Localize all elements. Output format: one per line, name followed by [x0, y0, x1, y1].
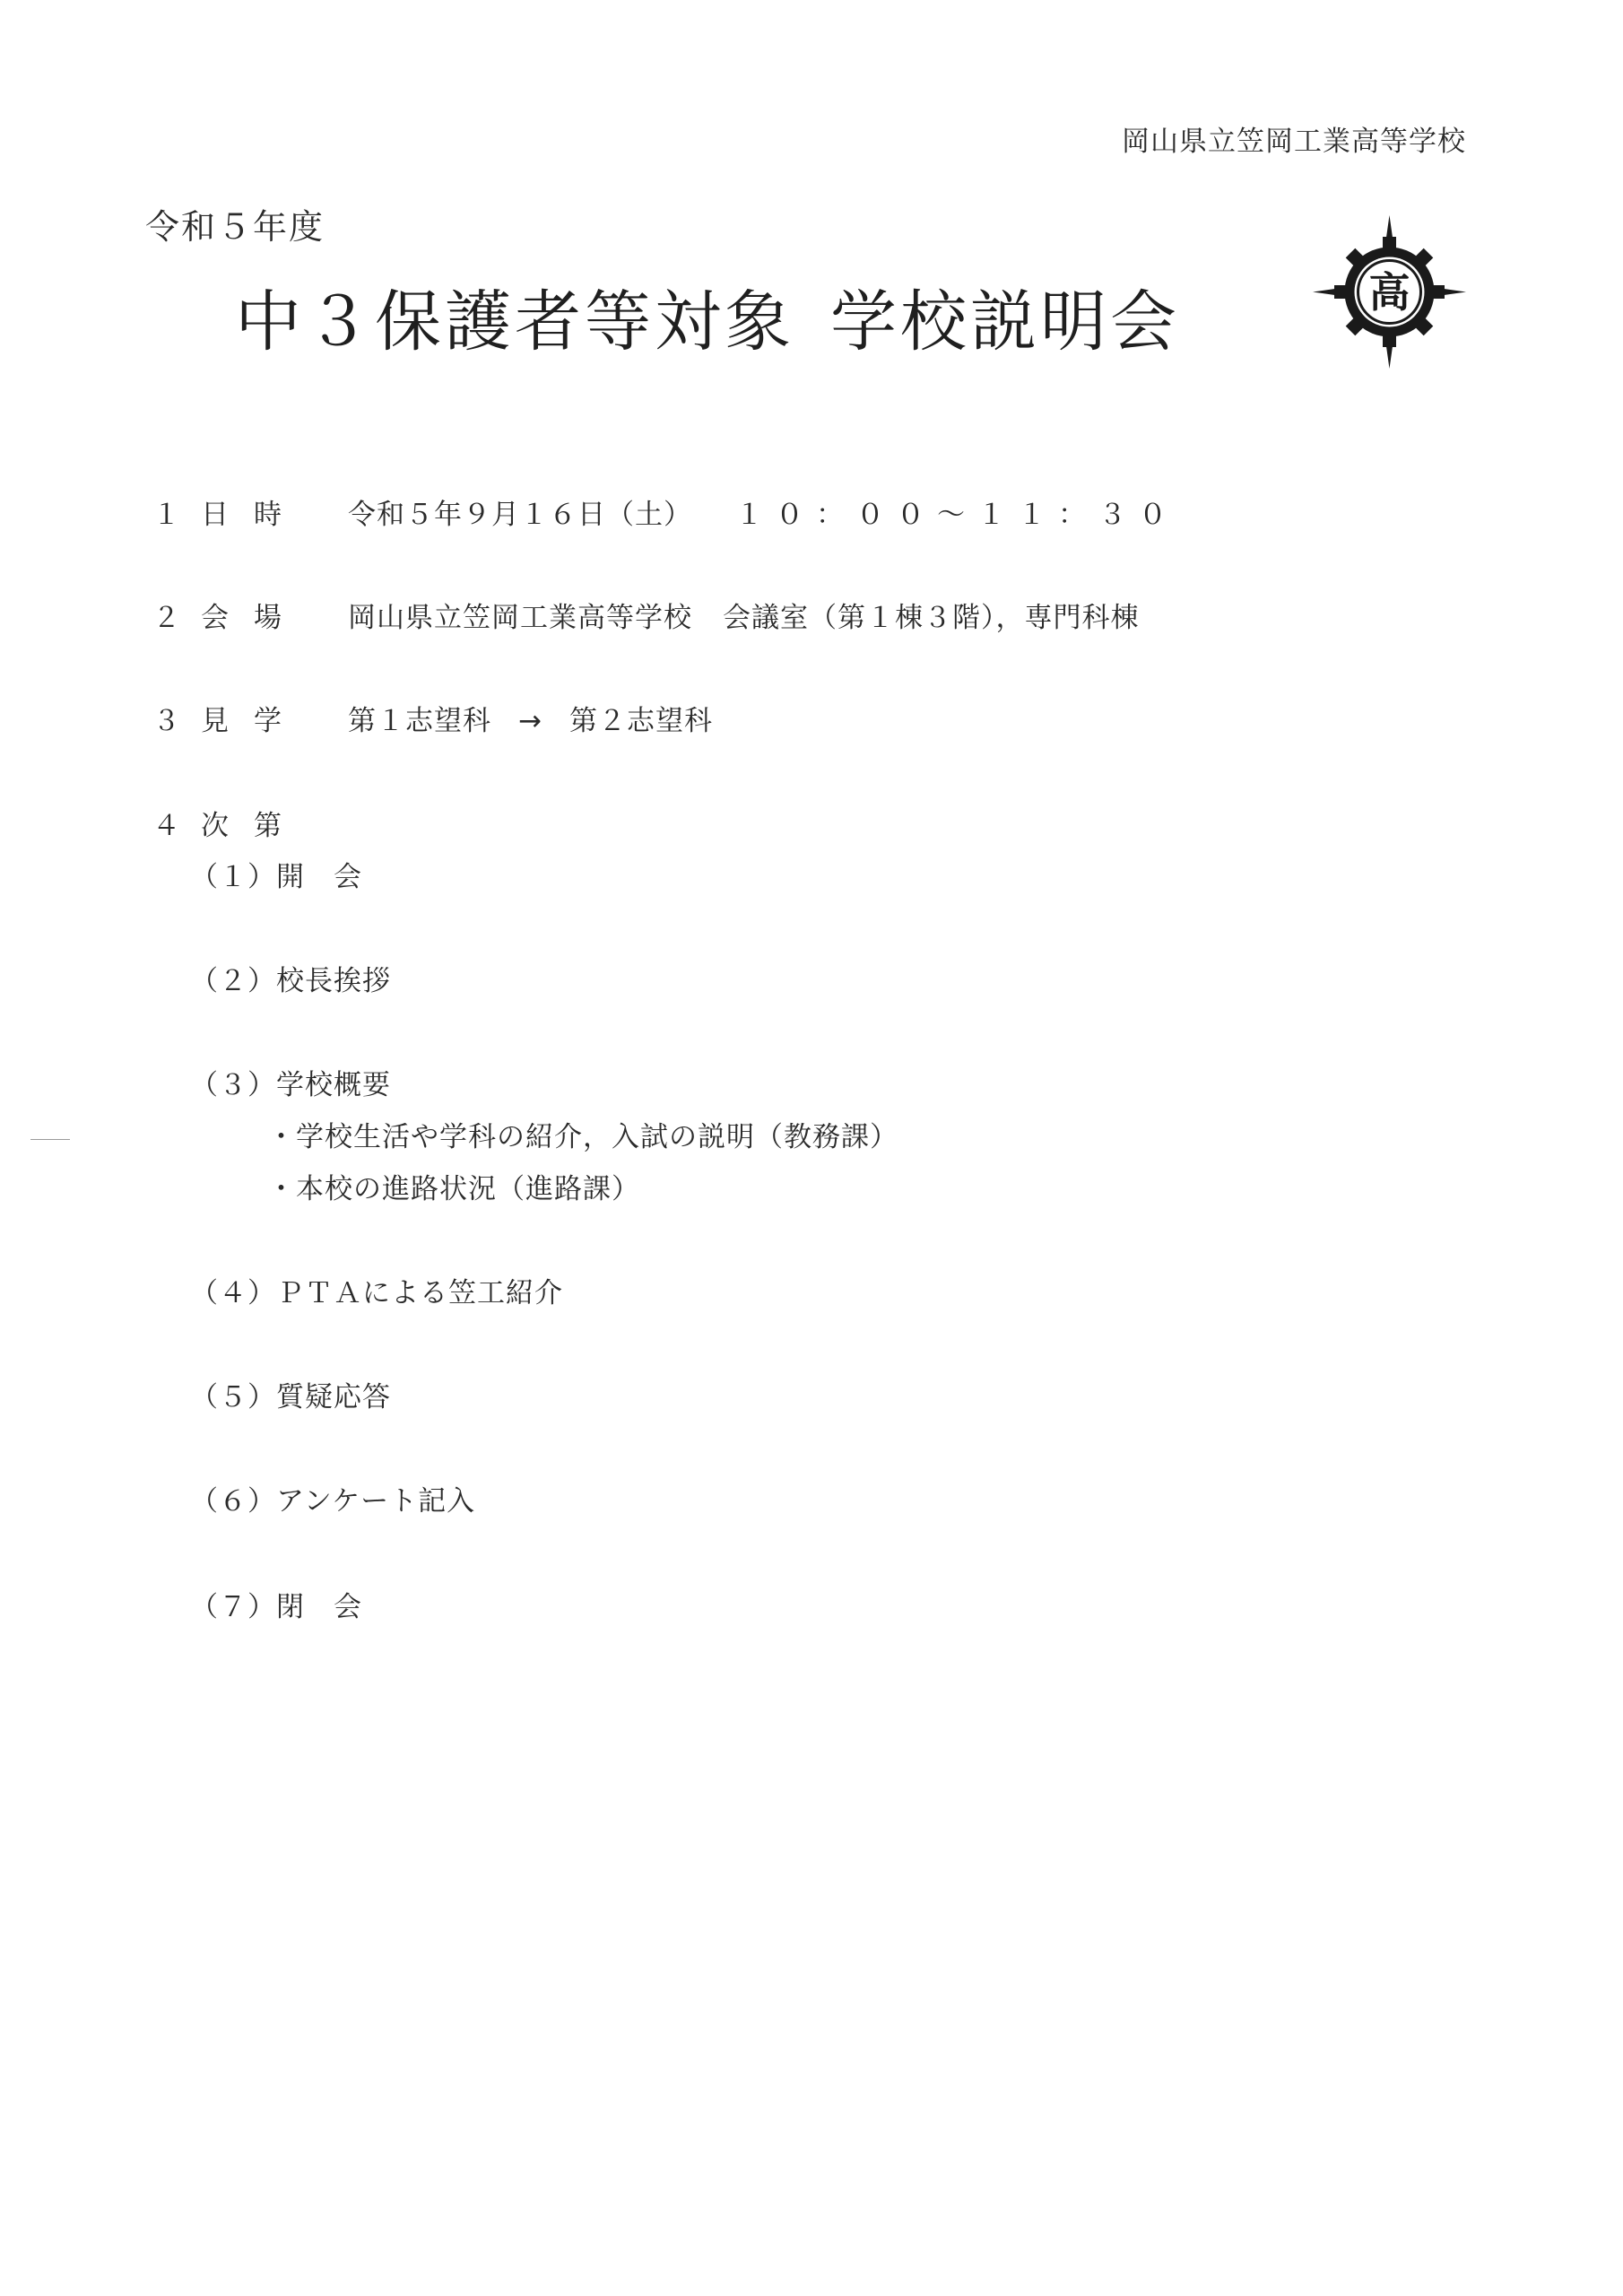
emblem-char: 高 — [1368, 268, 1410, 317]
event-date: 令和５年９月１６日（土） — [348, 499, 692, 531]
first-choice: 第１志望科 — [348, 705, 491, 737]
item-content — [348, 595, 1140, 635]
margin-mark — [30, 1139, 70, 1140]
agenda-number: （２） — [190, 965, 276, 997]
overview-bullet: ・学校生活や学科の紹介，入試の説明（教務課） — [267, 1121, 898, 1153]
item-program — [0, 803, 1623, 842]
second-choice: 第２志望科 — [568, 705, 713, 737]
event-time: １０：００〜１１：３０ — [735, 499, 1179, 531]
agenda-number: （７） — [190, 1591, 276, 1623]
agenda-number: （５） — [190, 1381, 276, 1413]
item-content — [348, 491, 1179, 532]
item-number: ３ — [152, 705, 181, 737]
agenda-number: （６） — [190, 1485, 276, 1518]
school-emblem-icon — [1311, 213, 1468, 370]
title-part2: 学校説明会 — [830, 283, 1180, 361]
agenda-item — [190, 1062, 391, 1102]
item-number: ４ — [152, 810, 181, 842]
agenda-item — [190, 854, 362, 894]
title-part1: 中３保護者等対象 — [235, 283, 794, 361]
page-title — [235, 269, 1180, 364]
agenda-item — [190, 1478, 475, 1518]
agenda-item — [190, 958, 391, 998]
arrow-right-icon: → — [518, 705, 542, 737]
item-tour — [0, 698, 1623, 737]
item-venue — [0, 595, 1623, 634]
agenda-text: ＰＴＡによる笠工紹介 — [276, 1277, 563, 1309]
agenda-text: 学校概要 — [276, 1069, 391, 1101]
overview-bullet: ・本校の進路状況（進路課） — [267, 1173, 640, 1205]
item-content — [348, 698, 713, 738]
fiscal-year: 令和５年度 — [145, 207, 325, 247]
agenda-item — [190, 1584, 362, 1624]
agenda-text: 質疑応答 — [276, 1381, 391, 1413]
item-number: １ — [152, 499, 181, 531]
agenda-item — [190, 1374, 391, 1414]
school-name: 岡山県立笠岡工業高等学校 — [1122, 126, 1466, 158]
agenda-number: （３） — [190, 1069, 276, 1101]
item-label: 日時 — [201, 499, 307, 531]
agenda-item — [190, 1270, 563, 1310]
venue-school: 岡山県立笠岡工業高等学校 — [348, 602, 692, 634]
agenda-text: アンケート記入 — [276, 1485, 476, 1518]
agenda-text: 閉 会 — [276, 1591, 362, 1623]
venue-rooms: 会議室（第１棟３階），専門科棟 — [723, 602, 1140, 634]
agenda-number: （４） — [190, 1277, 276, 1309]
agenda-text: 校長挨拶 — [276, 965, 391, 997]
agenda-number: （１） — [190, 861, 276, 893]
item-label: 次第 — [201, 810, 307, 842]
item-label: 見学 — [201, 705, 307, 737]
item-datetime — [0, 491, 1623, 531]
item-number: ２ — [152, 602, 181, 634]
item-label: 会場 — [201, 602, 307, 634]
agenda-text: 開 会 — [276, 861, 362, 893]
